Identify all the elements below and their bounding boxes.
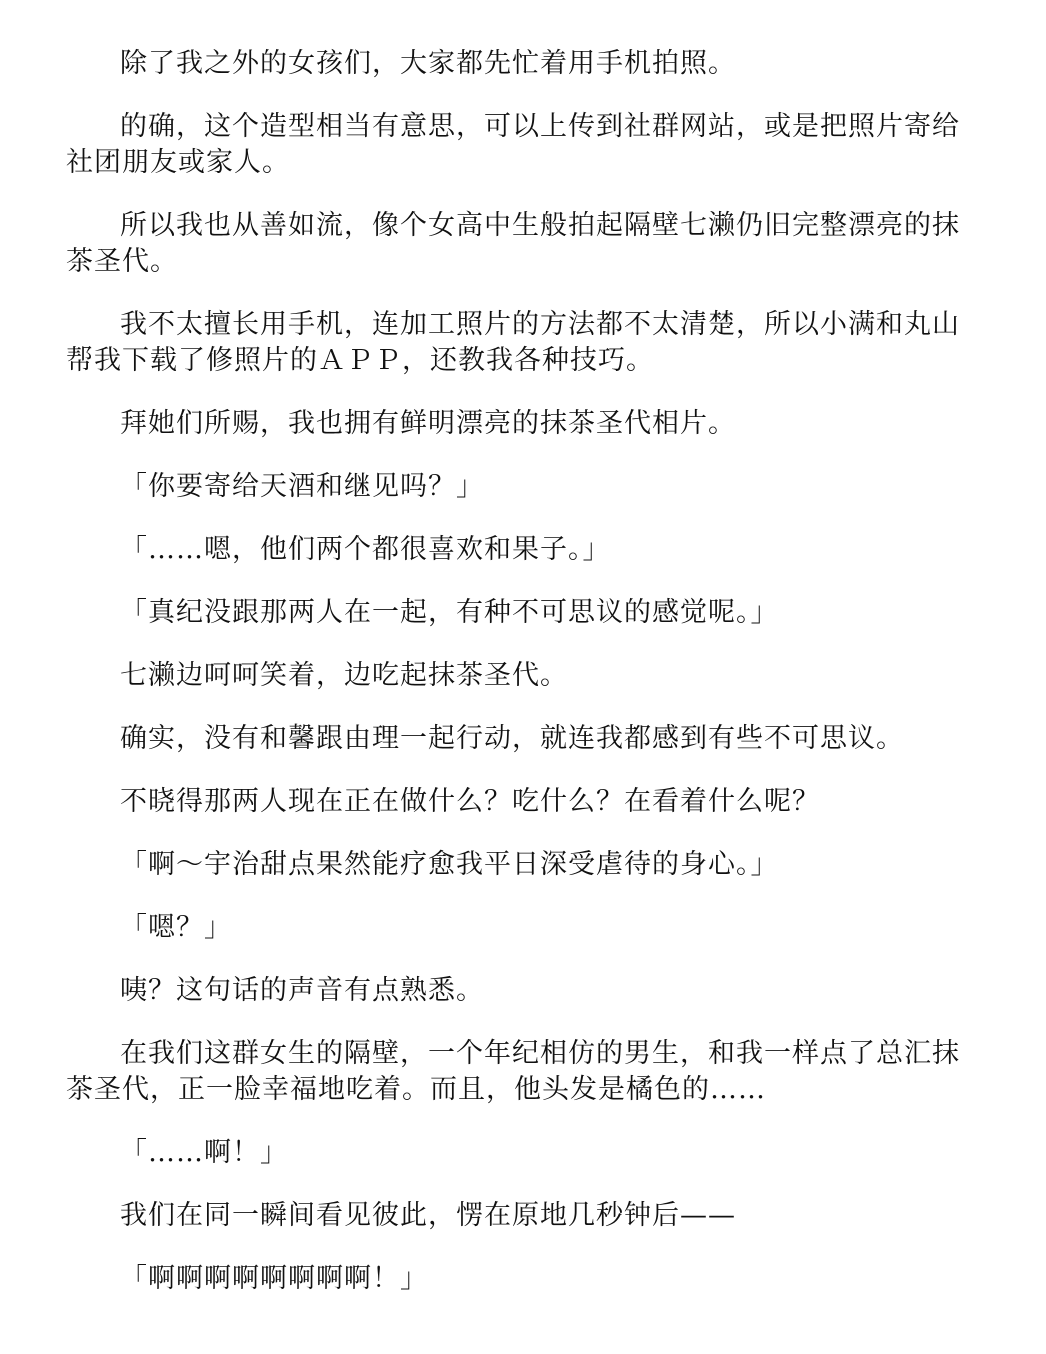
dialogue-line: 「……嗯，他们两个都很喜欢和果子。」 bbox=[120, 534, 611, 565]
paragraph: 我不太擅长用手机，连加工照片的方法都不太清楚，所以小满和丸山帮我下载了修照片的ＡＰＰ，还教我各种技巧。 bbox=[66, 309, 960, 376]
paragraph: 在我们这群女生的隔壁，一个年纪相仿的男生，和我一样点了总汇抹茶圣代，正一脸幸福地吃着。而且，他头发是橘色的…… bbox=[66, 1038, 960, 1105]
dialogue-line: 「你要寄给天酒和继见吗？」 bbox=[120, 471, 484, 502]
dialogue-line: 「……啊！」 bbox=[120, 1137, 288, 1168]
paragraph: 除了我之外的女孩们，大家都先忙着用手机拍照。 bbox=[120, 48, 736, 79]
paragraph: 的确，这个造型相当有意思，可以上传到社群网站，或是把照片寄给社团朋友或家人。 bbox=[66, 111, 960, 178]
paragraph: 拜她们所赐，我也拥有鲜明漂亮的抹茶圣代相片。 bbox=[120, 408, 736, 439]
novel-page bbox=[66, 46, 976, 1324]
dialogue-line: 「啊～宇治甜点果然能疗愈我平日深受虐待的身心。」 bbox=[120, 849, 779, 880]
paragraph: 不晓得那两人现在正在做什么？吃什么？在看着什么呢？ bbox=[120, 786, 820, 817]
dialogue-line: 「啊啊啊啊啊啊啊啊！」 bbox=[120, 1263, 428, 1294]
paragraph: 七濑边呵呵笑着，边吃起抹茶圣代。 bbox=[120, 660, 568, 691]
paragraph: 咦？这句话的声音有点熟悉。 bbox=[120, 975, 484, 1006]
paragraph: 我们在同一瞬间看见彼此，愣在原地几秒钟后—— bbox=[120, 1200, 736, 1231]
dialogue-line: 「嗯？」 bbox=[120, 912, 232, 943]
dialogue-line: 「真纪没跟那两人在一起，有种不可思议的感觉呢。」 bbox=[120, 597, 779, 628]
paragraph: 所以我也从善如流，像个女高中生般拍起隔壁七濑仍旧完整漂亮的抹茶圣代。 bbox=[66, 210, 960, 277]
paragraph: 确实，没有和馨跟由理一起行动，就连我都感到有些不可思议。 bbox=[120, 723, 904, 754]
